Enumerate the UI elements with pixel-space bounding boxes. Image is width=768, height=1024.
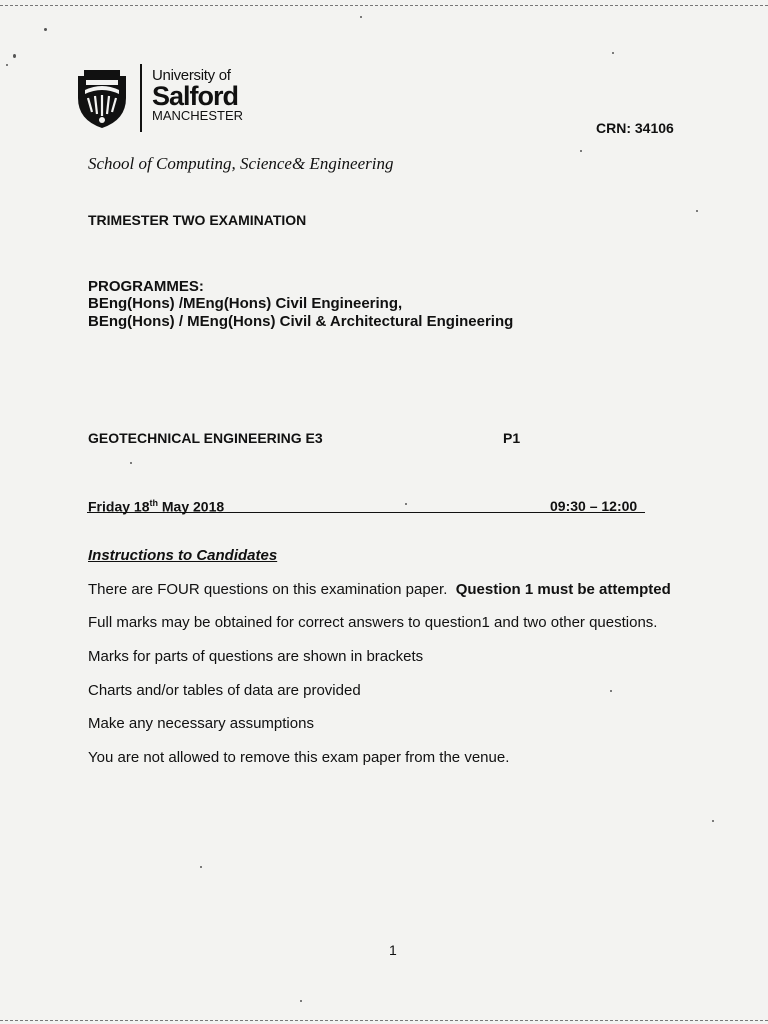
programme-item: BEng(Hons) / MEng(Hons) Civil & Architectural Engineering	[88, 313, 514, 330]
university-name-line1: University of	[152, 67, 231, 84]
scan-speck	[200, 866, 202, 868]
university-logo	[76, 64, 256, 132]
programme-item: BEng(Hons) /MEng(Hons) Civil Engineering,	[88, 295, 403, 312]
crn-label: CRN: 34106	[596, 120, 674, 136]
programmes-heading: PROGRAMMES:	[88, 278, 204, 295]
page-number: 1	[389, 942, 397, 958]
scan-speck	[360, 16, 362, 18]
scan-speck	[405, 503, 407, 505]
scan-speck	[612, 52, 614, 54]
instruction-line: Marks for parts of questions are shown in brackets	[88, 648, 424, 665]
date-underline	[87, 512, 645, 513]
scan-speck	[130, 462, 132, 464]
instruction-line-text: There are FOUR questions on this examination paper.	[88, 581, 448, 598]
exam-title: TRIMESTER TWO EXAMINATION	[88, 212, 307, 228]
instruction-emphasis: Question 1 must be attempted	[455, 581, 671, 598]
exam-date-day: Friday 18	[88, 498, 150, 515]
scan-speck	[712, 820, 714, 822]
paper-code: P1	[503, 430, 521, 446]
exam-date-suffix: th	[149, 498, 158, 508]
logo-divider	[140, 64, 142, 132]
scan-speck	[6, 64, 8, 66]
university-name-line3: MANCHESTER	[152, 108, 244, 123]
instruction-line	[88, 581, 671, 598]
instruction-line: Charts and/or tables of data are provided	[88, 682, 361, 699]
instruction-line: You are not allowed to remove this exam paper from the venue.	[88, 749, 510, 766]
scan-speck	[300, 1000, 302, 1002]
instruction-line: Full marks may be obtained for correct answers to question1 and two other questions.	[88, 614, 658, 631]
university-name-line2: Salford	[152, 81, 239, 111]
scan-edge-bottom	[0, 1020, 768, 1021]
scan-edge-top	[0, 5, 768, 6]
scan-speck	[44, 28, 47, 31]
scan-speck	[696, 210, 698, 212]
exam-time: 09:30 – 12:00	[550, 498, 638, 514]
scan-speck	[580, 150, 582, 152]
instruction-line: Make any necessary assumptions	[88, 715, 314, 732]
university-wordmark	[152, 68, 243, 123]
crest-icon	[76, 68, 128, 130]
exam-date-rest: May 2018	[157, 498, 225, 515]
scan-speck	[610, 690, 612, 692]
instructions-heading: Instructions to Candidates	[88, 547, 278, 564]
school-name: School of Computing, Science& Engineering	[88, 154, 394, 173]
scan-speck	[13, 54, 16, 58]
module-name: GEOTECHNICAL ENGINEERING E3	[88, 430, 323, 446]
